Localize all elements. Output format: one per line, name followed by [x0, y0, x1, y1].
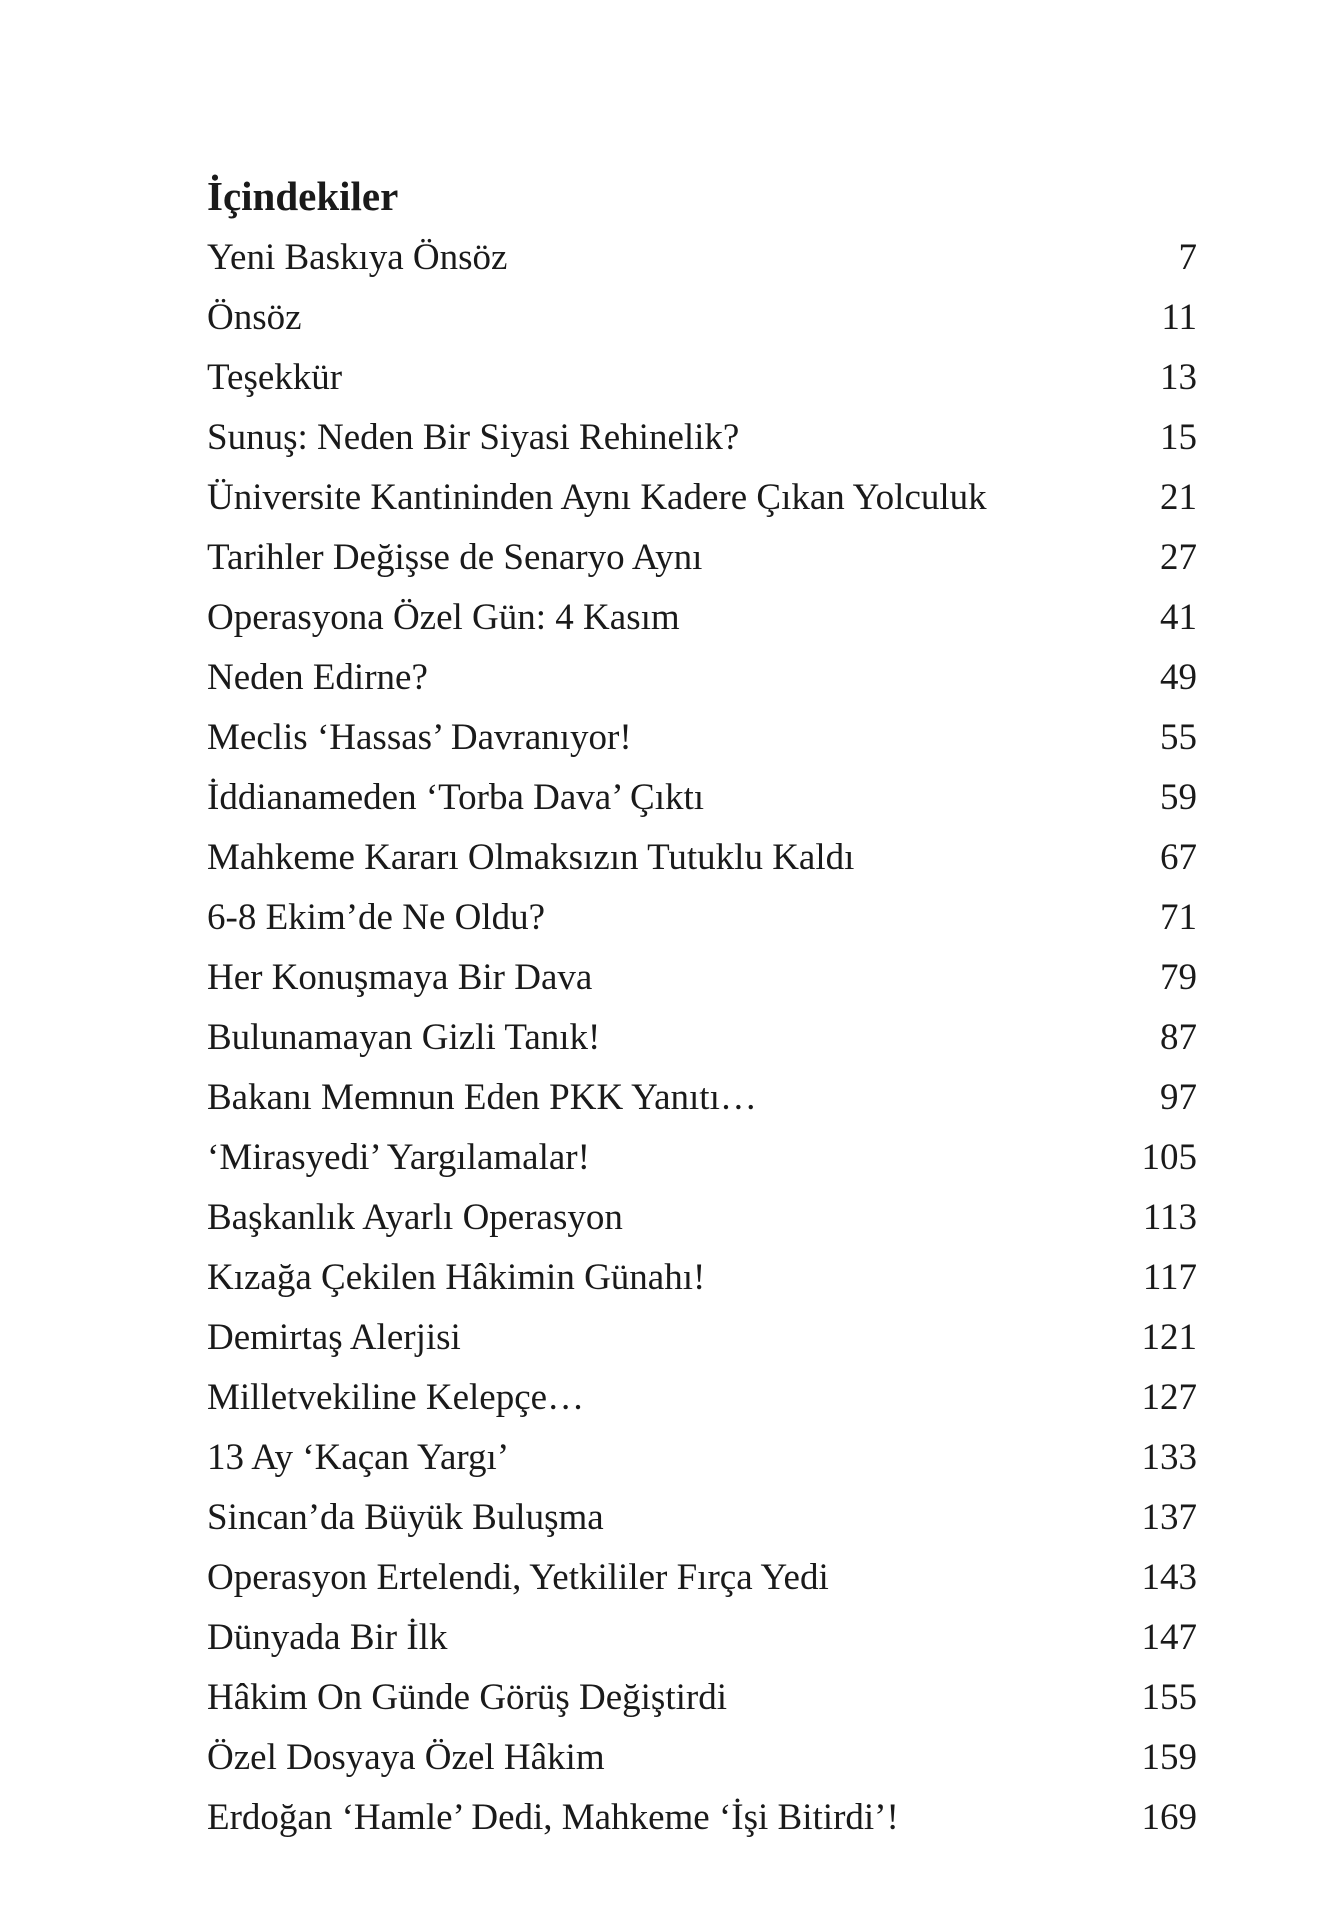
toc-entry-title: Bulunamayan Gizli Tanık! — [207, 1017, 601, 1058]
toc-entry-title: Dünyada Bir İlk — [207, 1617, 448, 1658]
toc-entry-title: Hâkim On Günde Görüş Değiştirdi — [207, 1677, 727, 1718]
toc-entry-page-number: 11 — [1161, 297, 1197, 338]
toc-entry — [207, 948, 1197, 1008]
toc-entry-page-number: 127 — [1141, 1377, 1197, 1418]
toc-entry-title: Tarihler Değişse de Senaryo Aynı — [207, 537, 703, 578]
toc-entry-page-number: 49 — [1160, 657, 1197, 698]
toc-entry-title: Milletvekiline Kelepçe… — [207, 1377, 585, 1418]
toc-entry — [207, 888, 1197, 948]
toc-entry-page-number: 147 — [1141, 1617, 1197, 1658]
toc-entry — [207, 648, 1197, 708]
toc-entry-title: Teşekkür — [207, 357, 343, 398]
toc-entry — [207, 1068, 1197, 1128]
toc-entry-page-number: 71 — [1160, 897, 1197, 938]
toc-entry — [207, 1728, 1197, 1788]
page-title: İçindekiler — [207, 173, 399, 219]
toc-entry-title: Neden Edirne? — [207, 657, 428, 698]
toc-entry — [207, 588, 1197, 648]
toc-entry — [207, 1188, 1197, 1248]
toc-entry — [207, 1668, 1197, 1728]
toc-entry-title: Bakanı Memnun Eden PKK Yanıtı… — [207, 1077, 757, 1118]
toc-entry-title: Meclis ‘Hassas’ Davranıyor! — [207, 717, 632, 758]
toc-entry-title: Kızağa Çekilen Hâkimin Günahı! — [207, 1257, 706, 1298]
toc-entry — [207, 768, 1197, 828]
toc-entry-title: Üniversite Kantininden Aynı Kadere Çıkan Yolculuk — [207, 477, 987, 518]
toc-entry-title: Önsöz — [207, 297, 302, 338]
toc-entry — [207, 1248, 1197, 1308]
toc-entry-page-number: 41 — [1160, 597, 1197, 638]
toc-entry-title: Her Konuşmaya Bir Dava — [207, 957, 593, 998]
toc-entry-page-number: 55 — [1160, 717, 1197, 758]
toc-entry — [207, 228, 1197, 288]
table-of-contents — [207, 228, 1197, 1848]
toc-entry — [207, 348, 1197, 408]
toc-entry-title: 13 Ay ‘Kaçan Yargı’ — [207, 1437, 510, 1478]
toc-entry-title: İddianameden ‘Torba Dava’ Çıktı — [207, 777, 705, 818]
toc-entry-page-number: 121 — [1141, 1317, 1197, 1358]
toc-entry-page-number: 15 — [1160, 417, 1197, 458]
toc-entry — [207, 708, 1197, 768]
toc-entry — [207, 1368, 1197, 1428]
toc-entry-title: Mahkeme Kararı Olmaksızın Tutuklu Kaldı — [207, 837, 855, 878]
toc-entry-page-number: 117 — [1142, 1257, 1197, 1298]
toc-entry-title: Demirtaş Alerjisi — [207, 1317, 461, 1358]
toc-entry-title: Sincan’da Büyük Buluşma — [207, 1497, 604, 1538]
toc-entry-title: Operasyona Özel Gün: 4 Kasım — [207, 597, 680, 638]
toc-entry — [207, 528, 1197, 588]
toc-entry-page-number: 21 — [1160, 477, 1197, 518]
toc-entry-page-number: 169 — [1141, 1797, 1197, 1838]
toc-entry-page-number: 155 — [1141, 1677, 1197, 1718]
toc-entry — [207, 1428, 1197, 1488]
toc-entry-page-number: 137 — [1141, 1497, 1197, 1538]
toc-entry — [207, 828, 1197, 888]
toc-entry-page-number: 133 — [1141, 1437, 1197, 1478]
toc-entry — [207, 1788, 1197, 1848]
toc-entry-page-number: 7 — [1178, 237, 1197, 278]
toc-entry-page-number: 27 — [1160, 537, 1197, 578]
toc-entry — [207, 1308, 1197, 1368]
toc-entry-title: ‘Mirasyedi’ Yargılamalar! — [207, 1137, 590, 1178]
toc-entry-title: Sunuş: Neden Bir Siyasi Rehinelik? — [207, 417, 740, 458]
toc-entry — [207, 1128, 1197, 1188]
toc-entry-title: Özel Dosyaya Özel Hâkim — [207, 1737, 605, 1778]
toc-entry-page-number: 87 — [1160, 1017, 1197, 1058]
toc-entry — [207, 408, 1197, 468]
toc-entry-page-number: 159 — [1141, 1737, 1197, 1778]
toc-entry-page-number: 13 — [1160, 357, 1197, 398]
toc-entry-page-number: 113 — [1142, 1197, 1197, 1238]
toc-entry-page-number: 79 — [1160, 957, 1197, 998]
toc-entry — [207, 1608, 1197, 1668]
toc-entry-title: Başkanlık Ayarlı Operasyon — [207, 1197, 623, 1238]
toc-entry-page-number: 67 — [1160, 837, 1197, 878]
toc-entry-title: Erdoğan ‘Hamle’ Dedi, Mahkeme ‘İşi Bitirdi’! — [207, 1797, 899, 1838]
toc-entry-page-number: 97 — [1160, 1077, 1197, 1118]
toc-entry — [207, 1488, 1197, 1548]
toc-entry-page-number: 105 — [1141, 1137, 1197, 1178]
toc-entry-title: Yeni Baskıya Önsöz — [207, 237, 508, 278]
toc-entry-page-number: 143 — [1141, 1557, 1197, 1598]
toc-entry — [207, 468, 1197, 528]
toc-entry — [207, 1548, 1197, 1608]
toc-entry — [207, 288, 1197, 348]
toc-entry-title: 6-8 Ekim’de Ne Oldu? — [207, 897, 546, 938]
toc-entry — [207, 1008, 1197, 1068]
toc-entry-page-number: 59 — [1160, 777, 1197, 818]
toc-entry-title: Operasyon Ertelendi, Yetkililer Fırça Yedi — [207, 1557, 829, 1598]
